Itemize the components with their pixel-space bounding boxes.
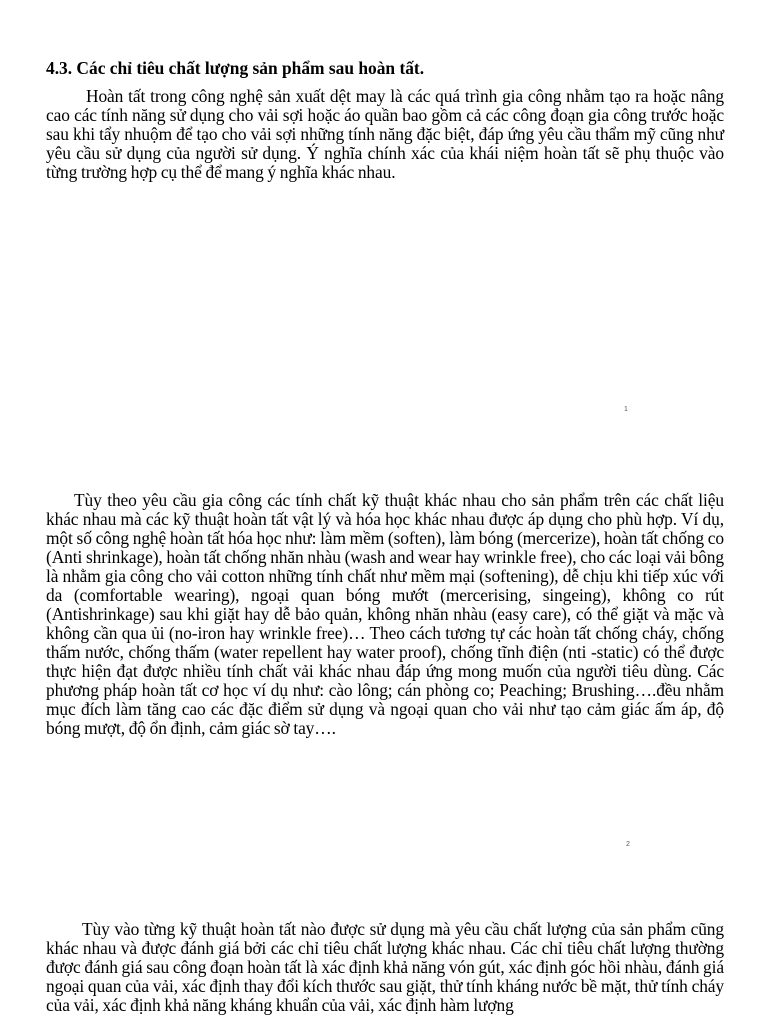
paragraph-techniques: Tùy theo yêu cầu gia công các tính chất kỹ thuật khác nhau cho sản phẩm trên các chất liệu khác nhau mà các kỹ thuật hoàn tất vật lý và hóa học khác nhau được áp dụng cho phù hợp. Ví dụ, một số công nghệ hoàn tất hóa học như: làm mềm (soften), làm bóng (mercerize), hoàn tất chống co (Anti shrinkage), hoàn tất chống nhăn nhàu (wash and wear hay wrinkle free), cho các loại vải bông là nhằm gia công cho vải cotton những tính chất như mềm mại (softening), dễ chịu khi tiếp xúc với da (comfortable wearing), ngoại quan bóng mướt (mercerising, singeing), không co rút (Antishrinkage) sau khi giặt hay dễ bảo quản, không nhăn nhàu (easy care), có thể giặt và mặc và không cần qua ủi (no-iron hay wrinkle free)… Theo cách tương tự các hoàn tất chống cháy, chống thấm nước, chống thấm (water repellent hay water proof), chống tĩnh điện (nti -static) có thể được thực hiện đạt được nhiều tính chất vải khác nhau đáp ứng mong muốn của người tiêu dùng. Các phương pháp hoàn tất cơ học ví dụ như: cào lông; cán phòng co; Peaching; Brushing….đều nhằm mục đích làm tăng cao các đặc điểm sử dụng và ngoại quan cho vải như tạo cảm giác ấm áp, độ bóng mượt, độ ổn định, cảm giác sờ tay…. [46, 490, 724, 738]
page-number-2: 2 [626, 841, 630, 848]
paragraph-quality-criteria: Tùy vào từng kỹ thuật hoàn tất nào được sử dụng mà yêu cầu chất lượng của sản phẩm cũng khác nhau và được đánh giá bởi các chỉ tiêu chất lượng khác nhau. Các chỉ tiêu chất lượng thường được đánh giá sau công đoạn hoàn tất là xác định khả năng vón gút, xác định góc hồi nhàu, đánh giá ngoại quan của vải, xác định thay đổi kích thước sau giặt, thử tính kháng nước bề mặt, thử tính cháy của vải, xác định khả năng kháng khuẩn của vải, xác định hàm lượng [46, 919, 724, 1015]
paragraph-intro: Hoàn tất trong công nghệ sản xuất dệt may là các quá trình gia công nhằm tạo ra hoặc nâng cao các tính năng sử dụng cho vải sợi hoặc áo quần bao gồm cả các công đoạn gia công trước hoặc sau khi tẩy nhuộm để tạo cho vải sợi những tính năng đặc biệt, đáp ứng yêu cầu thẩm mỹ cũng như yêu cầu sử dụng của người sử dụng. Ý nghĩa chính xác của khái niệm hoàn tất sẽ phụ thuộc vào từng trường hợp cụ thể để mang ý nghĩa khác nhau. [46, 86, 724, 182]
page-number-1: 1 [624, 406, 628, 413]
section-heading: 4.3. Các chỉ tiêu chất lượng sản phẩm sau hoàn tất. [46, 58, 425, 78]
